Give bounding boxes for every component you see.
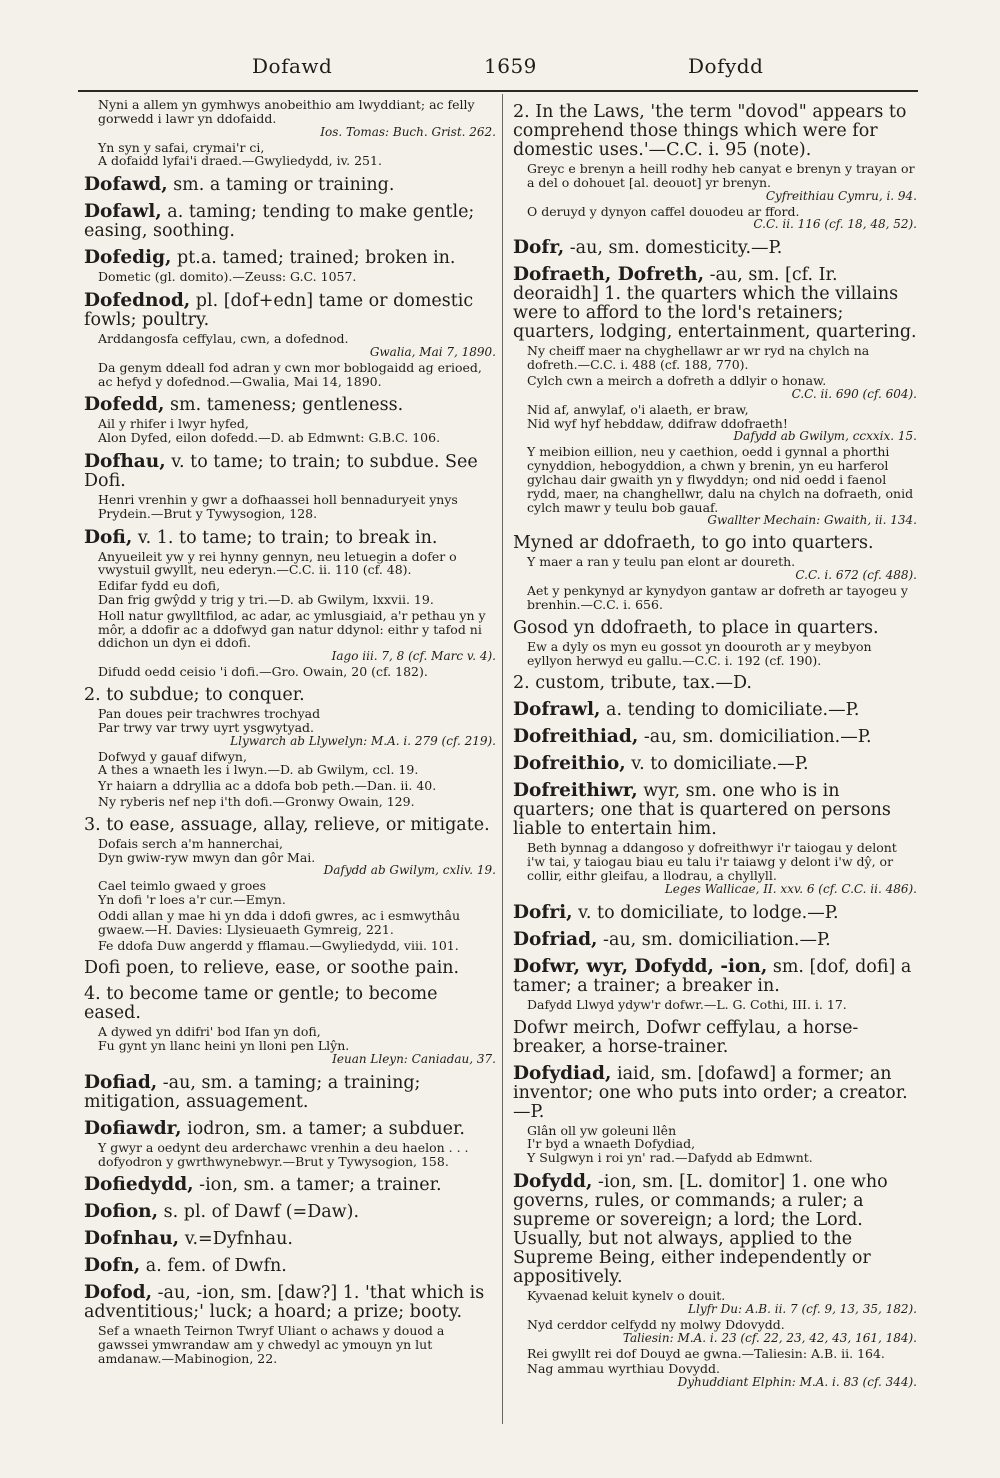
dictionary-entry — [84, 395, 496, 415]
dictionary-entry — [513, 238, 917, 258]
quotation: Cael teimlo gwaed y groes Yn dofi 'r loes a'r cur.—Emyn. — [98, 878, 286, 908]
quotation: Nag ammau wyrthiau Dovydd. — [527, 1361, 720, 1377]
dictionary-entry — [84, 1283, 496, 1322]
quotation: Kyvaenad keluit kynelv o douit. — [527, 1287, 726, 1303]
dictionary-entry — [84, 248, 496, 268]
definition: iaid, sm. [dofawd] a former; an inventor; one who puts into order; a creator.—P. — [513, 1063, 908, 1122]
headword: Dofydd, — [513, 1170, 593, 1192]
definition: v.=Dyfnhau. — [179, 1229, 293, 1250]
quotation: Dometic (gl. domito).—Zeuss: G.C. 1057. — [98, 269, 357, 285]
headword: Dofawd, — [84, 174, 168, 196]
quotation: Y gwyr a oedynt deu arderchawc vrenhin a deu haelon . . . dofyodron y gwrthwynebwyr.—Brut y Tywysogion, 158. — [98, 1139, 469, 1169]
dictionary-entry — [513, 103, 917, 160]
definition: wyr, sm. one who is in quarters; one that is quartered on persons liable to entertain him. — [513, 781, 891, 840]
dictionary-entry — [84, 452, 496, 491]
definition: -au, sm. domiciliation.—P. — [597, 929, 831, 950]
headword: Dofod, — [84, 1282, 153, 1304]
dictionary-entry — [84, 1256, 496, 1276]
definition: 2. custom, tribute, tax.—D. — [513, 673, 752, 694]
definition: iodron, sm. a tamer; a subduer. — [181, 1118, 465, 1139]
definition: -au, sm. domesticity.—P. — [564, 238, 783, 259]
definition: v. to domiciliate.—P. — [625, 754, 809, 775]
citation-source: Gwallter Mechain: Gwaith, ii. 134. — [707, 513, 917, 528]
headword: Dofiawdr, — [84, 1117, 182, 1139]
quotation: Ew a dyly os myn eu gossot yn doouroth ar y meybyon eyllyon herwyd eu gallu.—C.C. i. 192 (cf. 190). — [527, 638, 872, 668]
headword: Dofreithio, — [513, 753, 626, 775]
headword: Dofi, — [84, 526, 133, 548]
citation-source: C.C. i. 672 (cf. 488). — [795, 568, 917, 583]
citation-source: Dafydd ab Gwilym, cxliv. 19. — [323, 863, 496, 878]
quotation: Rei gwyllt rei dof Douyd ae gwna.—Taliesin: A.B. ii. 164. — [527, 1345, 885, 1361]
headword: Dofiad, — [84, 1071, 158, 1093]
headword: Dofydiad, — [513, 1062, 612, 1084]
running-header — [0, 54, 1000, 84]
definition: -ion, sm. [L. domitor] 1. one who governs, rules, or commands; a ruler; a supreme or sovereign; a lord; the Lord. Usually, but not always, applied to the Supreme Being, either independently or appositively. — [513, 1171, 888, 1287]
quotation: Ny cheiff maer na chyghellawr ar wr ryd na chylch na dofreth.—C.C. i. 488 (cf. 188, 770). — [527, 343, 870, 373]
quotation: Henri vrenhin y gwr a dofhaassei holl bennaduryeit ynys Prydein.—Brut y Tywysogion, 128. — [98, 491, 458, 521]
definition: sm. tameness; gentleness. — [164, 395, 404, 416]
definition: a. fem. of Dwfn. — [140, 1256, 287, 1277]
definition: -au, sm. domiciliation.—P. — [638, 727, 872, 748]
header-rule — [78, 90, 918, 92]
definition: -au, -ion, sm. [daw?] 1. 'that which is adventitious;' luck; a hoard; a prize; booty. — [84, 1283, 485, 1323]
dictionary-entry — [513, 265, 917, 342]
dictionary-entry — [513, 781, 917, 839]
dictionary-entry — [84, 1073, 496, 1112]
dictionary-entry — [513, 727, 917, 747]
quotation: Dafydd Llwyd ydyw'r dofwr.—L. G. Cothi, III. i. 17. — [527, 996, 847, 1012]
definition: a. taming; tending to make gentle; easing, soothing. — [84, 202, 475, 242]
dictionary-entry — [84, 1202, 496, 1222]
page-number: 1659 — [484, 54, 537, 78]
quotation: Difudd oedd ceisio 'i dofi.—Gro. Owain, 20 (cf. 182). — [98, 664, 428, 680]
dictionary-entry — [513, 754, 917, 774]
quotation: Yr haiarn a ddryllia ac a ddofa bob peth.—Dan. ii. 40. — [98, 778, 437, 794]
quotation: O deruyd y dynyon caffel douodeu ar fford. — [527, 203, 800, 219]
citation-source: Llywarch ab Llywelyn: M.A. i. 279 (cf. 219). — [230, 733, 496, 748]
headword: Dofion, — [84, 1201, 159, 1223]
dictionary-entry — [513, 534, 917, 553]
headword: Dofwr, wyr, Dofydd, -ion, — [513, 955, 768, 977]
definition: -au, sm. a taming; a training; mitigation, assuagement. — [84, 1072, 421, 1112]
citation-source: Dafydd ab Gwilym, ccxxix. 15. — [733, 429, 917, 444]
definition: 2. to subdue; to conquer. — [84, 684, 305, 705]
dictionary-entry — [84, 1175, 496, 1195]
definition: a. tending to domiciliate.—P. — [600, 700, 860, 721]
dictionary-entry — [513, 930, 917, 950]
dictionary-entry — [84, 291, 496, 330]
quotation: Nid af, anwylaf, o'i alaeth, er braw, Nid wyf hyf hebddaw, ddifraw ddofraeth! — [527, 401, 788, 431]
quotation: Da genym ddeall fod adran y cwn mor boblogaidd ag erioed, ac hefyd y dofednod.—Gwalia, Mai 14, 1890. — [98, 359, 482, 389]
dictionary-entry — [84, 1229, 496, 1249]
quotation: Nyd cerddor celfydd ny molwy Ddovydd. — [527, 1316, 785, 1332]
quotation: Ny ryberis nef nep i'th dofi.—Gronwy Owain, 129. — [98, 793, 415, 809]
headword: Dofr, — [513, 237, 565, 259]
definition: 2. In the Laws, 'the term "dovod" appears to comprehend those things which were for domestic uses.'—C.C. i. 95 (note). — [513, 102, 907, 160]
dictionary-entry — [84, 202, 496, 241]
definition: sm. a taming or training. — [167, 175, 395, 196]
quotation: Arddangosfa ceffylau, cwn, a dofednod. — [98, 330, 349, 346]
dictionary-entry — [513, 700, 917, 720]
dictionary-entry — [513, 674, 917, 693]
headword: Dofedd, — [84, 394, 165, 416]
dictionary-entry — [513, 903, 917, 923]
headword: Dofnhau, — [84, 1228, 180, 1250]
citation-source: C.C. ii. 116 (cf. 18, 48, 52). — [753, 217, 917, 232]
quotation: Glân oll yw goleuni llên I'r byd a wnaeth Dofydiad, Y Sulgwyn i roi yn' rad.—Dafydd ab Edmwnt. — [527, 1122, 813, 1166]
quotation: Pan doues peir trachwres trochyad Par trwy var trwy uyrt ysgwytyad. — [98, 705, 321, 735]
definition: Gosod yn ddofraeth, to place in quarters. — [513, 617, 879, 638]
definition: v. 1. to tame; to train; to break in. — [132, 527, 438, 548]
quotation: Fe ddofa Duw angerdd y fflamau.—Gwyliedydd, viii. 101. — [98, 937, 459, 953]
citation-source: Cyfreithiau Cymru, i. 94. — [765, 188, 917, 203]
headword: Dofedig, — [84, 247, 172, 269]
dictionary-entry — [513, 1019, 917, 1057]
dictionary-entry — [84, 528, 496, 548]
definition: Dofi poen, to relieve, ease, or soothe pain. — [84, 958, 460, 979]
definition: pt.a. tamed; trained; broken in. — [171, 248, 456, 269]
definition: -au, sm. [cf. Ir. deoraidh] 1. the quarters which the villains were to afford to the lord's retainers; quarters, lodging, entertainment, quartering. — [513, 265, 917, 343]
quotation: Anyueileit yw y rei hynny gennyn, neu letuegin a dofer o vwystuil gwyllt, neu ederyn.—C.C. ii. 110 (cf. 48). — [98, 548, 457, 578]
headword: Dofednod, — [84, 289, 191, 311]
headword: Dofiedydd, — [84, 1174, 194, 1196]
definition: pl. [dof+edn] tame or domestic fowls; poultry. — [84, 290, 474, 330]
dictionary-entry — [84, 985, 496, 1023]
dictionary-entry — [84, 959, 496, 978]
quotation: Y meibion eillion, neu y caethion, oedd i gynnal a phorthi cynyddion, hebogyddion, a chwn y brenin, yn eu harferol gylchau dair gwaith yn y flwyddyn; ond nid oedd i faenol rydd, maer, na changhellwr, dalu na chylch na dofraeth, onid cylch mawr y teulu bob gauaf. — [527, 444, 914, 515]
headword: Dofreithiad, — [513, 726, 639, 748]
citation-source: Leges Wallicae, II. xxv. 6 (cf. C.C. ii. 486). — [664, 881, 917, 896]
headword: Dofri, — [513, 901, 573, 923]
headword: Dofriad, — [513, 928, 598, 950]
definition: v. to domiciliate, to lodge.—P. — [572, 902, 839, 923]
quotation: Dofwyd y gauaf difwyn, A thes a wnaeth les i lwyn.—D. ab Gwilym, ccl. 19. — [98, 748, 419, 778]
definition: v. to tame; to train; to subdue. See Dofi. — [84, 451, 478, 491]
citation-source: Taliesin: M.A. i. 23 (cf. 22, 23, 42, 43, 161, 184). — [622, 1330, 917, 1345]
headword: Dofawl, — [84, 201, 162, 223]
citation-source: C.C. ii. 690 (cf. 604). — [791, 386, 917, 401]
definition: -ion, sm. a tamer; a trainer. — [193, 1175, 442, 1196]
citation-source: Llyfr Du: A.B. ii. 7 (cf. 9, 13, 35, 182). — [688, 1301, 917, 1316]
citation-source: Dyhuddiant Elphin: M.A. i. 83 (cf. 344). — [677, 1375, 917, 1390]
dictionary-entry — [513, 1172, 917, 1287]
citation-source: Iago iii. 7, 8 (cf. Marc v. 4). — [331, 649, 496, 664]
quotation: Beth bynnag a ddangoso y dofreithwyr i'r taiogau y delont i'w tai, y taiogau biau eu talu i'r taiawg y delont i'w dŷ, or collir, eithr gleifau, a llodrau, a chyllyll. — [527, 840, 897, 883]
dictionary-entry — [513, 957, 917, 996]
quotation: Ail y rhifer i lwyr hyfed, Alon Dyfed, eilon dofedd.—D. ab Edmwnt: G.B.C. 106. — [98, 416, 441, 446]
quotation: Yn syn y safai, crymai'r ci, A dofaidd lyfai'i draed.—Gwyliedydd, iv. 251. — [98, 139, 382, 169]
dictionary-entry — [84, 686, 496, 705]
definition: Myned ar ddofraeth, to go into quarters. — [513, 533, 874, 554]
quotation: Greyc e brenyn a heill rodhy heb canyat e brenyn y trayan or a del o dohouet [al. deouot] yr brenyn. — [527, 161, 915, 190]
headword: Dofreithiwr, — [513, 780, 638, 802]
quotation: Holl natur gwylltfilod, ac adar, ac ymlusgiaid, a'r pethau yn y môr, a ddofir ac a ddofwyd gan natur ddynol: eithr y tafod ni ddichon un dyn ei ddofi. — [98, 607, 486, 651]
definition: 3. to ease, assuage, allay, relieve, or mitigate. — [84, 814, 490, 835]
definition: sm. [dof, dofi] a tamer; a trainer; a breaker in. — [513, 956, 912, 996]
headword: Dofrawl, — [513, 699, 601, 721]
quotation: Y maer a ran y teulu pan elont ar doureth. — [527, 554, 796, 570]
left-column — [84, 96, 496, 1366]
header-last-word: Dofydd — [688, 54, 764, 78]
column-divider — [502, 94, 503, 1424]
dictionary-entry — [84, 1119, 496, 1139]
quotation: Cylch cwn a meirch a dofreth a ddlyir o honaw. — [527, 372, 827, 388]
quotation: Edifar fydd eu dofi, Dan frig gwŷdd y trig y tri.—D. ab Gwilym, lxxvii. 19. — [98, 578, 434, 607]
quotation: Nyni a allem yn gymhwys anobeithio am lwyddiant; ac felly gorwedd i lawr yn ddofaidd. — [98, 97, 475, 126]
headword: Dofn, — [84, 1255, 141, 1277]
quotation: Dofais serch a'm hannerchai, Dyn gwiw-ryw mwyn dan gôr Mai. — [98, 835, 316, 865]
quotation: Aet y penkynyd ar kynydyon gantaw ar dofreth ar tayogeu y brenhin.—C.C. i. 656. — [527, 583, 908, 612]
headword: Dofhau, — [84, 450, 166, 472]
quotation: Oddi allan y mae hi yn dda i ddofi gwres, ac i esmwythâu gwaew.—H. Davies: Llysieuaeth Gymreig, 221. — [98, 907, 461, 937]
headword: Dofraeth, Dofreth, — [513, 264, 705, 286]
quotation: A dywed yn ddifri' bod Ifan yn dofi, Fu gynt yn llanc heini yn lloni pen Llŷn. — [98, 1024, 350, 1054]
citation-source: Ieuan Lleyn: Caniadau, 37. — [332, 1051, 496, 1066]
header-first-word: Dofawd — [252, 54, 333, 78]
dictionary-entry — [84, 175, 496, 195]
definition: Dofwr meirch, Dofwr ceffylau, a horse-breaker, a horse-trainer. — [513, 1017, 859, 1057]
definition: 4. to become tame or gentle; to become eased. — [84, 984, 438, 1024]
citation-source: Ios. Tomas: Buch. Grist. 262. — [320, 124, 496, 139]
citation-source: Gwalia, Mai 7, 1890. — [369, 344, 496, 359]
definition: s. pl. of Dawf (=Daw). — [158, 1202, 360, 1223]
dictionary-entry — [84, 816, 496, 835]
quotation: Sef a wnaeth Teirnon Twryf Uliant o achaws y douod a gawssei ymwrandaw am y chwedyl ac ymouyn yn lut amdanaw.—Mabinogion, 22. — [98, 1323, 445, 1367]
right-column — [513, 96, 917, 1391]
dictionary-entry — [513, 1064, 917, 1122]
dictionary-entry — [513, 619, 917, 638]
